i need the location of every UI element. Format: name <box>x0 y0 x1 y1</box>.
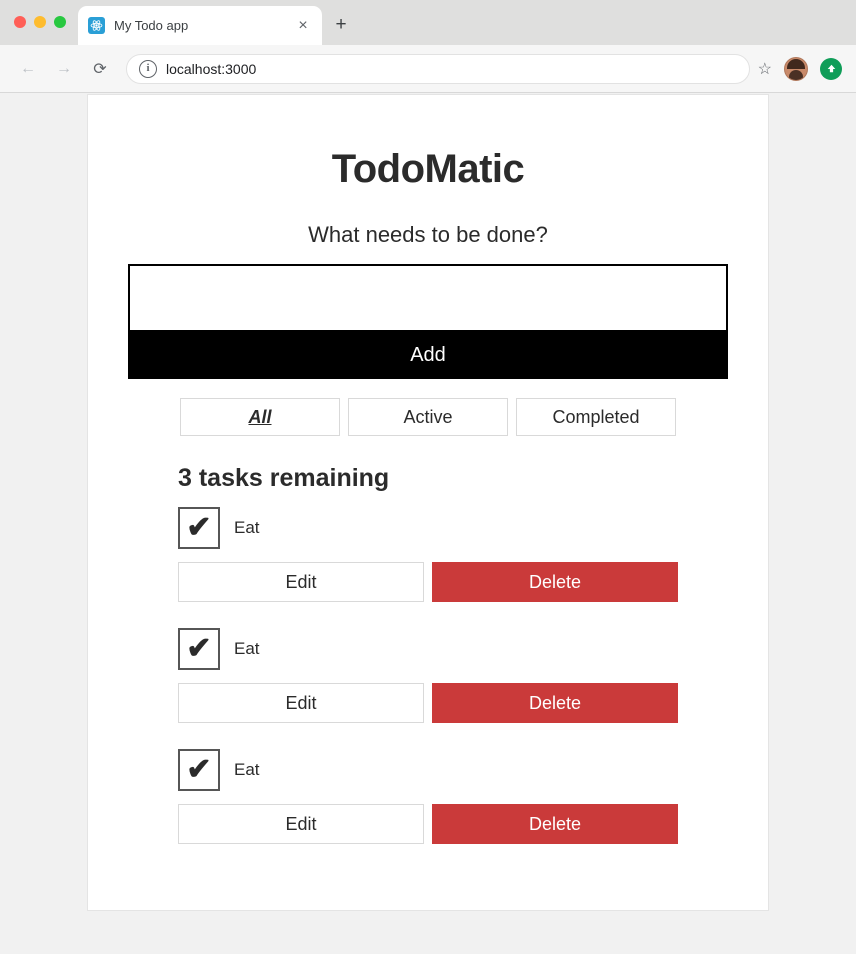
edit-button[interactable]: Edit <box>178 562 424 602</box>
list-item <box>178 749 728 844</box>
forward-icon[interactable]: → <box>56 59 72 77</box>
filter-group <box>128 398 728 436</box>
minimize-window-button[interactable] <box>34 16 46 28</box>
todo-row <box>178 628 728 670</box>
maximize-window-button[interactable] <box>54 16 66 28</box>
list-item <box>178 628 728 723</box>
browser-toolbar <box>0 45 856 93</box>
page-title: TodoMatic <box>331 147 525 191</box>
todo-app-card <box>88 95 768 910</box>
todo-checkbox[interactable] <box>178 749 220 791</box>
delete-button[interactable]: Delete <box>432 562 678 602</box>
close-window-button[interactable] <box>14 16 26 28</box>
todo-actions <box>178 562 728 602</box>
bookmark-star-icon[interactable]: ☆ <box>757 60 772 78</box>
todo-label: Eat <box>234 760 260 779</box>
list-item <box>178 507 728 602</box>
add-button[interactable]: Add <box>128 332 728 379</box>
edit-button[interactable]: Edit <box>178 804 424 844</box>
filter-completed-button[interactable] <box>516 398 676 436</box>
todo-row <box>178 749 728 791</box>
profile-avatar[interactable] <box>784 57 808 81</box>
tasks-remaining-heading: 3 tasks remaining <box>178 464 390 492</box>
tab-title: My Todo app <box>114 18 189 33</box>
extension-icon[interactable] <box>820 58 842 80</box>
delete-button[interactable]: Delete <box>432 683 678 723</box>
todo-row <box>178 507 728 549</box>
new-todo-input[interactable] <box>128 264 728 332</box>
url-text: localhost:3000 <box>166 60 257 77</box>
react-icon <box>88 17 105 34</box>
address-bar[interactable] <box>126 54 750 84</box>
window-controls <box>14 16 66 28</box>
browser-tab[interactable] <box>78 6 322 45</box>
site-info-icon[interactable]: i <box>139 60 157 78</box>
todo-checkbox[interactable] <box>178 507 220 549</box>
todo-list <box>128 507 728 844</box>
new-todo-label: What needs to be done? <box>308 222 548 247</box>
todo-checkbox[interactable] <box>178 628 220 670</box>
todo-app-content <box>128 147 728 844</box>
page-viewport <box>0 93 856 954</box>
filter-active-label: Active <box>403 406 453 427</box>
todo-label: Eat <box>234 518 260 537</box>
check-icon: ✔ <box>186 511 212 544</box>
edit-button[interactable]: Edit <box>178 683 424 723</box>
todo-actions <box>178 804 728 844</box>
check-icon: ✔ <box>186 632 212 665</box>
filter-active-button[interactable] <box>348 398 508 436</box>
filter-all-button[interactable] <box>180 398 340 436</box>
reload-icon[interactable]: ⟳ <box>93 60 107 78</box>
todo-actions <box>178 683 728 723</box>
todo-label: Eat <box>234 639 260 658</box>
filter-all-label: All <box>248 406 272 427</box>
back-icon[interactable]: ← <box>20 59 36 77</box>
new-tab-button[interactable]: + <box>335 14 347 35</box>
delete-button[interactable]: Delete <box>432 804 678 844</box>
filter-completed-label: Completed <box>552 406 640 427</box>
browser-titlebar <box>0 0 856 45</box>
check-icon: ✔ <box>186 753 212 786</box>
close-tab-icon[interactable]: × <box>298 16 308 34</box>
